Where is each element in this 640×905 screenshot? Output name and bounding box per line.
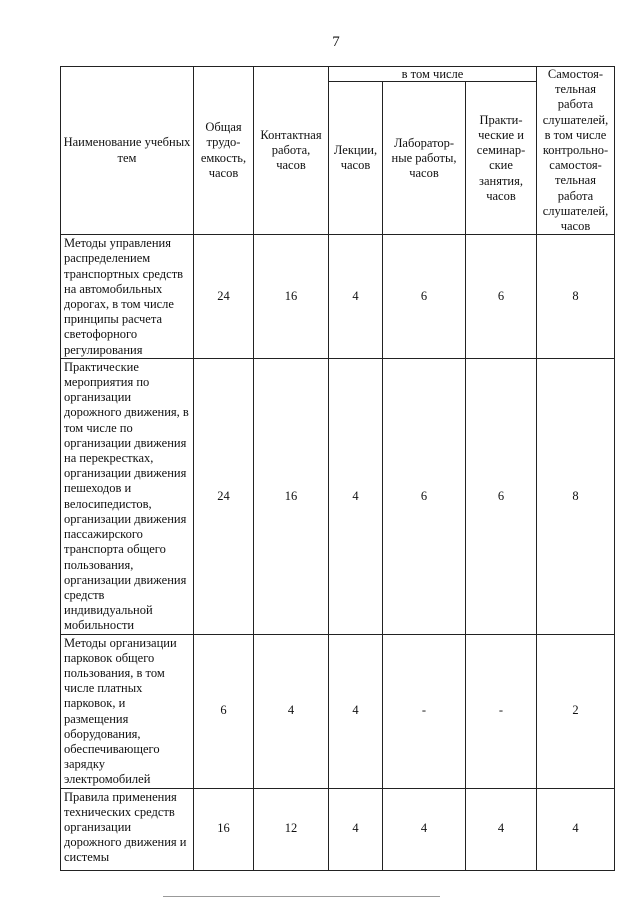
self-study-cell: 8 [537,235,615,359]
page-number: 7 [332,34,340,50]
labs-cell: 4 [383,788,466,870]
total-hours-cell: 24 [194,235,254,359]
self-study-cell: 2 [537,634,615,788]
header-labs: Лаборатор-ные работы, часов [383,82,466,235]
header-row [61,67,615,82]
labs-cell: 6 [383,358,466,634]
header-total-hours: Общая трудо-емкость, часов [194,67,254,235]
self-study-cell: 8 [537,358,615,634]
header-including-group: в том числе [329,67,537,82]
contact-hours-cell: 16 [254,358,329,634]
header-self-study-hours: Самостоя-тельная работа слушателей, в том числе контрольно-самостоя-тельная работа слушателей, часов [537,67,615,235]
curriculum-table [60,66,615,871]
header-practice: Практи-ческие и семинар-ские занятия, часов [466,82,537,235]
topic-cell: Методы организации парковок общего пользования, в том числе платных парковок, и размещения оборудования, обеспечивающего зарядку электромобилей [61,634,194,788]
self-study-cell: 4 [537,788,615,870]
table-row [61,235,615,359]
table-row [61,788,615,870]
lectures-cell: 4 [329,235,383,359]
labs-cell: - [383,634,466,788]
header-lectures: Лекции, часов [329,82,383,235]
topic-cell: Практические мероприятия по организации дорожного движения, в том числе по организации движения на перекрестках, организации движения пешеходов и велосипедистов, организации движения пассажирского транспорта общего пользования, организации движения средств индивидуальной мобильности [61,358,194,634]
contact-hours-cell: 16 [254,235,329,359]
table-row [61,634,615,788]
contact-hours-cell: 4 [254,634,329,788]
practice-cell: 6 [466,358,537,634]
topic-cell: Правила применения технических средств организации дорожного движения и системы [61,788,194,870]
header-topic: Наименование учебных тем [61,67,194,235]
header-contact-hours: Контактная работа, часов [254,67,329,235]
practice-cell: 4 [466,788,537,870]
labs-cell: 6 [383,235,466,359]
table-row [61,358,615,634]
lectures-cell: 4 [329,788,383,870]
total-hours-cell: 24 [194,358,254,634]
scan-edge-line [163,896,440,897]
lectures-cell: 4 [329,358,383,634]
total-hours-cell: 16 [194,788,254,870]
contact-hours-cell: 12 [254,788,329,870]
total-hours-cell: 6 [194,634,254,788]
lectures-cell: 4 [329,634,383,788]
topic-cell: Методы управления распределением транспортных средств на автомобильных дорогах, в том числе принципы расчета светофорного регулирования [61,235,194,359]
practice-cell: - [466,634,537,788]
practice-cell: 6 [466,235,537,359]
